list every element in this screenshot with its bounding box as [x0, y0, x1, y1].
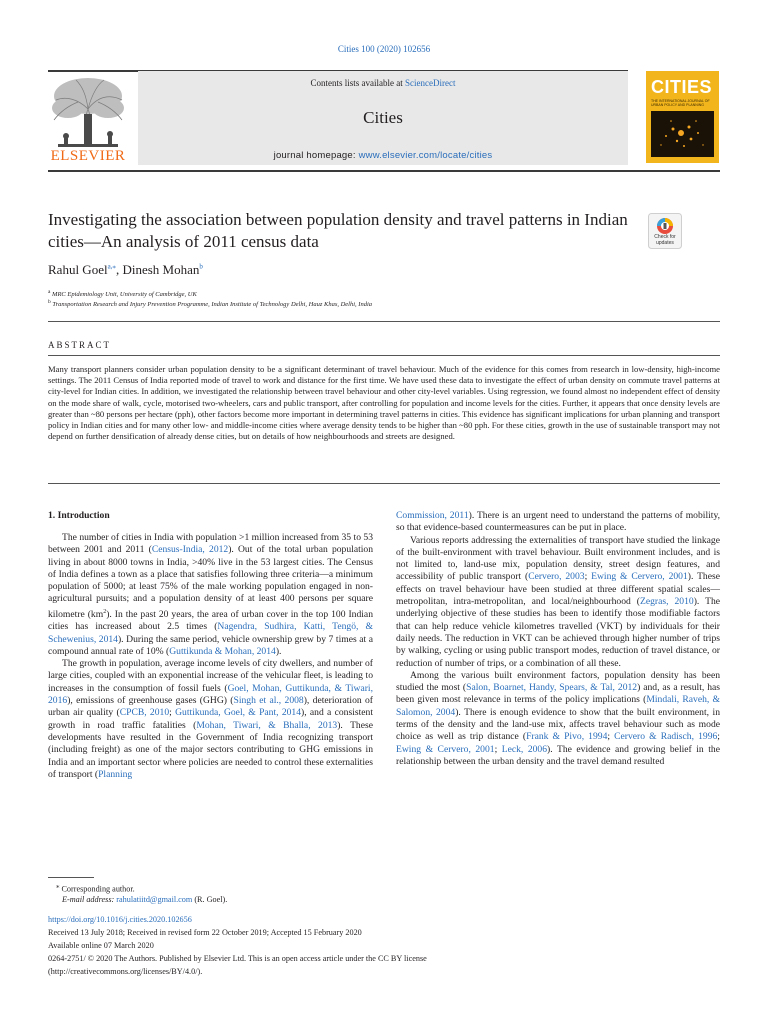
text-run: ). These developments have resulted in the Government of India recognizing transport (including freight) as one of the major sectors contributing to GHG emissions in India and an important sector where policies are needed to control these externalities of transport (	[48, 719, 373, 780]
paragraph	[396, 510, 720, 535]
abstract-bottom-rule	[48, 483, 720, 484]
text-run: ). These effects on travel behaviour have been studied at three different spatial scales— metropolitan, intra-metropolitan, and local/neighbourhood (	[396, 571, 720, 608]
corresponding-text: Corresponding author.	[59, 884, 135, 894]
paragraph	[396, 670, 720, 768]
city-lights-icon	[651, 111, 714, 157]
citation-link[interactable]: CPCB, 2010	[119, 707, 170, 719]
citation-link[interactable]: Guttikunda, Goel, & Pant, 2014	[175, 707, 302, 719]
text-run: ). There is enough evidence to show that the built environment, in terms of the density and the land-use mix, affects travel behaviour such as mode choice as well as trip distance (	[396, 706, 720, 743]
text-run: ), deterioration of urban air quality (	[48, 695, 373, 719]
contents-prefix: Contents lists available at	[310, 78, 405, 88]
cover-title: CITIES	[651, 77, 713, 97]
text-run: ). During the same period, vehicle ownership grew by 7 times at a compound annual rate of 10% (	[48, 633, 373, 657]
affiliation-b	[48, 299, 372, 308]
journal-reference[interactable]: Cities 100 (2020) 102656	[337, 44, 431, 54]
corresponding-mark: ⁎	[56, 883, 60, 890]
citation-link[interactable]: Guttikunda & Mohan, 2014	[169, 645, 276, 657]
citation-link[interactable]: Ewing & Cervero, 2001	[396, 743, 495, 755]
contents-line	[138, 78, 628, 88]
text-run: ;	[169, 707, 176, 719]
email-note	[62, 895, 227, 904]
affiliation-marker: b	[48, 299, 51, 305]
sciencedirect-link[interactable]: ScienceDirect	[405, 78, 456, 88]
text-run: ). The evidence and growing belief in the relationship between the urban density and the travel demand resulted	[396, 743, 720, 767]
abstract-heading-rule	[48, 355, 720, 356]
superscript: 2	[103, 608, 107, 615]
citation-link[interactable]: Salon, Boarnet, Handy, Spears, & Tal, 2012	[466, 682, 638, 694]
citation-link[interactable]: Nagendra, Sudhira, Katti, Tengö, & Schewenius, 2014	[48, 621, 373, 645]
author-separator: ,	[115, 262, 123, 277]
affiliation-a	[48, 289, 197, 298]
affiliation-text: Transportation Research and Injury Prevention Programme, Indian Institute of Technology Delhi, Hauz Khas, Delhi, India	[52, 301, 373, 309]
text-run: ;	[607, 731, 615, 743]
text-run: ;	[584, 571, 592, 583]
citation-link[interactable]: Cervero, 2003	[528, 571, 585, 583]
license-line: (http://creativecommons.org/licenses/BY/4.0/).	[48, 967, 203, 976]
journal-cover[interactable]	[646, 71, 719, 163]
journal-title: Cities	[363, 108, 403, 127]
header-bottom-rule	[48, 170, 720, 172]
crossmark-label[interactable]: Check for updates	[654, 234, 676, 246]
text-run: ), and a consistent growth in road traffic fatalities (	[48, 707, 373, 731]
affiliation-marker: a	[48, 289, 51, 295]
available-online: Available online 07 March 2020	[48, 941, 154, 950]
paragraph	[396, 535, 720, 670]
paragraph	[48, 658, 373, 781]
copyright-line: 0264-2751/ © 2020 The Authors. Published by Elsevier Ltd. This is an open access article under the CC BY license	[48, 954, 427, 963]
body-column-left	[48, 532, 373, 781]
tree-icon	[48, 74, 128, 148]
doi-link[interactable]	[48, 915, 192, 924]
text-run: ), emissions of greenhouse gases (GHG) (	[67, 695, 234, 707]
article-title: Investigating the association between population density and travel patterns in Indian cities—An analysis of 2011 census data	[48, 210, 628, 251]
abstract-top-rule	[48, 321, 720, 322]
abstract-heading: ABSTRACT	[48, 340, 112, 350]
citation-link[interactable]: Zegras, 2010	[640, 596, 694, 608]
citation-link[interactable]: Singh et al., 2008	[233, 695, 304, 707]
paragraph	[48, 532, 373, 658]
email-link[interactable]: rahulatiitd@gmail.com	[116, 895, 193, 904]
text-run: The number of cities in India with population >1 million increased from 35 to 53 between 2001 and 2011 (	[48, 532, 373, 556]
citation-link[interactable]: Mindali, Raveh, & Salomon, 2004	[396, 694, 720, 718]
text-run: ). There is an urgent need to understand the patterns of mobility, so that evidence-based countermeasures can be put in place.	[396, 510, 721, 534]
cover-image	[651, 111, 714, 157]
email-label: E-mail address:	[62, 895, 115, 904]
text-run: Various reports addressing the externalities of transport have studied the linkage of the built-environment with travel behaviour. Built environment includes, and is not limited to, land-use mix, population density, street design features, and accessibility of public transport (	[396, 534, 720, 583]
email-suffix: (R. Goel).	[192, 895, 228, 904]
homepage-link[interactable]: www.elsevier.com/locate/cities	[358, 150, 493, 161]
author-affiliation-marker[interactable]: a,⁎	[107, 262, 116, 271]
text-run: ;	[717, 731, 720, 743]
doi-link-text[interactable]: https://doi.org/10.1016/j.cities.2020.102656	[48, 915, 192, 924]
affiliation-text: MRC Epidemiology Unit, University of Cambridge, UK	[52, 291, 197, 299]
citation-link[interactable]: Ewing & Cervero, 2001	[591, 571, 688, 583]
body-column-right	[396, 510, 720, 768]
text-run: ). Out of the total urban population living in about 8000 towns in India, >40% live in the 53 largest cities. The Census of India defines a town as a place that satisfies following three criteria—a minimum population of 5000; at least 75% of the male working population engaged in non-agricultural pursuits; and a population density of at least 400 persons per square kilometre (km	[48, 544, 374, 620]
citation-link[interactable]: Goel, Mohan, Guttikunda, & Tiwari, 2016	[48, 682, 373, 707]
footnote-rule	[48, 877, 94, 878]
journal-homepage	[138, 150, 628, 161]
text-run: ;	[494, 743, 502, 755]
citation-link[interactable]: Leck, 2006	[501, 743, 548, 755]
received-dates: Received 13 July 2018; Received in revised form 22 October 2019; Accepted 15 February 2020	[48, 928, 362, 937]
citation-link[interactable]: Commission, 2011	[396, 510, 469, 521]
abstract-text: Many transport planners consider urban population density to be a significant determinant of travel behaviour. Much of the evidence for this comes from research in low-density, high-income settings. The 2011 Census of India reported mode of travel to work and distance for the first time. We have used these data to investigate the effect of urban density on commute travel patterns at city-level for Indian cities. In addition, we investigated the relationship between travel behaviour and other city-level variables. Using regression, we found almost no independent effect of density on the mode share of walk, cycle, motorised two-wheelers, cars and public transport, after controlling for population and income levels for the cities. Further, it appears that once density levels are greater than ~80 persons per hectare (pph), other factors become more important in determining travel patterns in cities. This evidence has significant implications for urban planning and transport policy in Indian cities and for many other low- and middle-income cities where average density tends to be higher than ~80 pph. For these cities, growth in the use of sustainable transport may not depend on further densification of already dense cities, but on details of how neighbourhoods and streets are designed.	[48, 364, 720, 442]
author-name[interactable]: Dinesh Mohan	[122, 262, 200, 277]
section-heading: 1. Introduction	[48, 510, 110, 521]
authors	[48, 262, 203, 278]
homepage-prefix: journal homepage:	[273, 150, 359, 161]
citation-link[interactable]: Planning	[98, 768, 133, 780]
author-affiliation-marker[interactable]: b	[199, 262, 203, 271]
cover-subtitle: THE INTERNATIONAL JOURNAL OF URBAN POLICY AND PLANNING	[651, 99, 710, 107]
citation-link[interactable]: Frank & Pivo, 1994	[526, 731, 608, 743]
text-run: ) and, as a result, has been given most relevance in terms of the policy implications (	[396, 682, 720, 706]
author-name[interactable]: Rahul Goel	[48, 262, 108, 277]
citation-link[interactable]: Census-India, 2012	[151, 544, 229, 556]
citation-link[interactable]: Cervero & Radisch, 1996	[614, 731, 718, 743]
text-run: ). The underlying objective of these studies has been to identify those modifiable factors that can help reduce vehicle kilometres travelled (VKT) by individuals for their daily needs. The reduction in VKT can be achieved through higher number of trips by walking, cycling or using public transport modes, reduction of travel distance, or reduction of number of trips, or a combination of all these.	[396, 596, 721, 669]
text-run: The growth in population, average income levels of city dwellers, and number of large cities, coupled with an exponential increase of the vehicular fleet, is leading to increases in the consumption of fossil fuels (	[48, 658, 373, 694]
text-run: ). In the past 20 years, the area of urban cover in the top 100 Indian cities has increased about 2.5 times (	[48, 608, 373, 633]
elsevier-wordmark[interactable]: ELSEVIER	[50, 148, 126, 164]
corresponding-author-note	[56, 882, 135, 894]
text-run: ).	[275, 645, 282, 657]
citation-link[interactable]: Mohan, Tiwari, & Bhalla, 2013	[196, 719, 338, 731]
text-run: Among the various built environment factors, population density has been studied the most (	[396, 669, 720, 694]
